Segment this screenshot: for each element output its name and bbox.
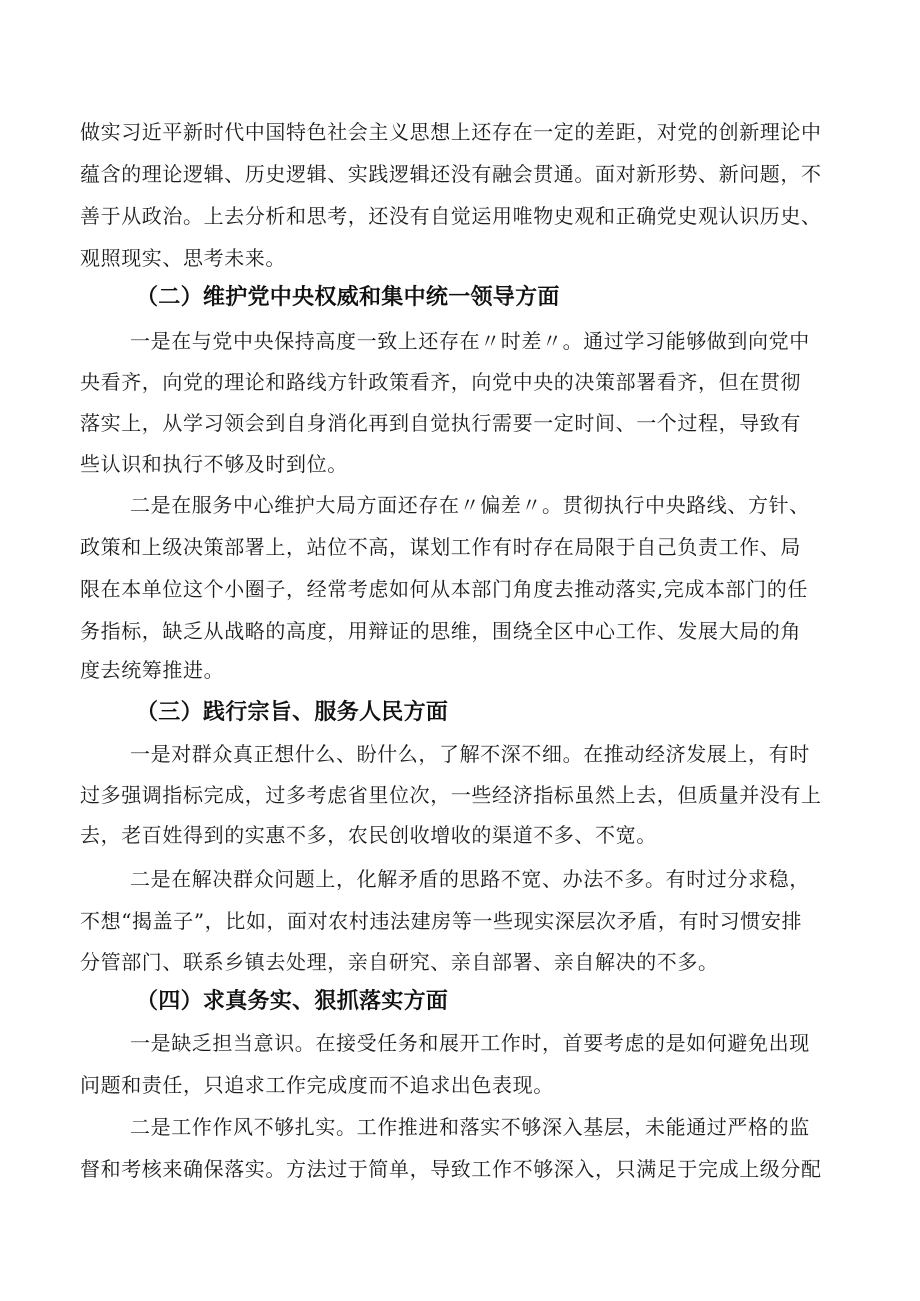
intro-line: 做实习近平新时代中国特色社会主义思想上还存在一定的差距，对党的创新理论中: [80, 120, 822, 144]
intro-line: 善于从政治。上去分析和思考，还没有自觉运用唯物史观和正确党史观认识历史、: [80, 204, 822, 228]
paragraph-line: 问题和责任，只追求工作完成度而不追求出色表现。: [80, 1073, 554, 1097]
paragraph-line: 些认识和执行不够及时到位。: [80, 452, 348, 476]
paragraph-line: 不想“揭盖子”，比如，面对农村违法建房等一些现实深层次矛盾，有时习惯安排: [80, 909, 803, 933]
intro-line: 观照现实、思考未来。: [80, 246, 286, 270]
paragraph-line: 去，老百姓得到的实惠不多，农民创收增收的渠道不多、不宽。: [80, 823, 657, 847]
paragraph-line: 二是在解决群众问题上，化解矛盾的思路不宽、办法不多。有时过分求稳，: [130, 867, 810, 891]
paragraph-line: 务指标，缺乏从战略的高度，用辩证的思维，围绕全区中心工作、发展大局的角: [80, 619, 801, 643]
section-heading-3: （三）践行宗旨、服务人民方面: [136, 700, 449, 725]
intro-line: 蕴含的理论逻辑、历史逻辑、实践逻辑还没有融会贯通。面对新形势、新问题，不: [80, 162, 822, 186]
paragraph-line: 二是在服务中心维护大局方面还存在〃偏差〃。贯彻执行中央路线、方针、: [130, 493, 810, 517]
paragraph-line: 限在本单位这个小圈子，经常考虑如何从本部门角度去推动落实,完成本部门的任: [80, 577, 808, 601]
paragraph-line: 落实上，从学习领会到自身消化再到自觉执行需要一定时间、一个过程，导致有: [80, 411, 801, 435]
paragraph-line: 一是对群众真正想什么、盼什么，了解不深不细。在推动经济发展上，有时: [130, 742, 810, 766]
paragraph-line: 过多强调指标完成，过多考虑省里位次，一些经济指标虽然上去，但质量并没有上: [80, 783, 822, 807]
paragraph-line: 度去统筹推进。: [80, 658, 225, 682]
paragraph-line: 一是缺乏担当意识。在接受任务和展开工作时，首要考虑的是如何避免出现: [130, 1031, 810, 1055]
paragraph-line: 分管部门、联系乡镇去处理，亲自研究、亲自部署、亲自解决的不多。: [80, 950, 719, 974]
paragraph-line: 一是在与党中央保持高度一致上还存在〃时差〃。通过学习能够做到向党中: [130, 329, 810, 353]
paragraph-line: 政策和上级决策部署上，站位不高，谋划工作有时存在局限于自己负责工作、局: [80, 535, 801, 559]
paragraph-line: 督和考核来确保落实。方法过于简单，导致工作不够深入，只满足于完成上级分配: [80, 1157, 822, 1181]
paragraph-line: 二是工作作风不够扎实。工作推进和落实不够深入基层，未能通过严格的监: [130, 1115, 810, 1139]
section-heading-2: （二）维护党中央权威和集中统一领导方面: [136, 285, 560, 310]
section-heading-4: （四）求真务实、狠抓落实方面: [136, 989, 449, 1014]
paragraph-line: 央看齐，向党的理论和路线方针政策看齐，向党中央的决策部署看齐，但在贯彻: [80, 370, 801, 394]
